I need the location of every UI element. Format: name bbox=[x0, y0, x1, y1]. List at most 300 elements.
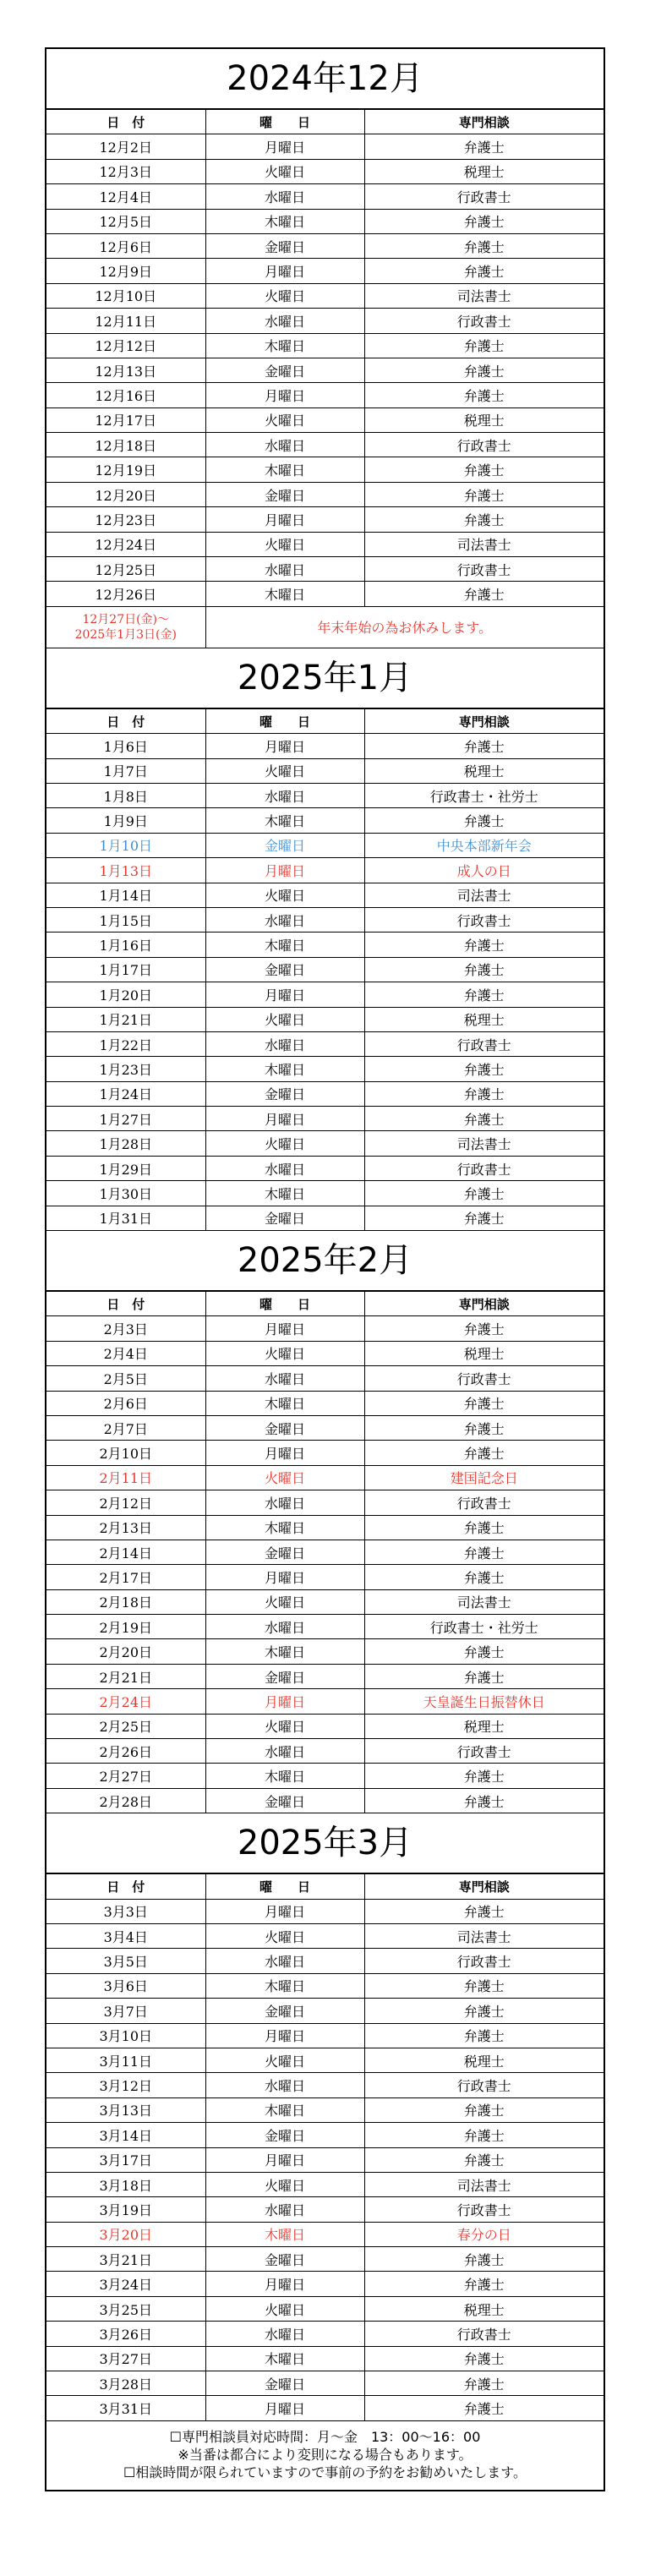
consult-cell: 司法書士 bbox=[364, 1589, 604, 1614]
consult-cell: 弁護士 bbox=[364, 957, 604, 982]
hours-note: ☐専門相談員対応時間：月～金 13：00～16：00 bbox=[169, 2428, 481, 2445]
consult-cell: 税理士 bbox=[364, 159, 604, 183]
table-row bbox=[46, 2396, 604, 2420]
consult-cell: 税理士 bbox=[364, 1007, 604, 1031]
consult-cell: 行政書士・社労士 bbox=[364, 783, 604, 807]
weekday-cell: 水曜日 bbox=[205, 1739, 364, 1764]
weekday-cell: 金曜日 bbox=[205, 1664, 364, 1688]
weekday-cell: 月曜日 bbox=[205, 2272, 364, 2296]
consult-column-header: 専門相談 bbox=[364, 708, 604, 733]
consult-cell: 弁護士 bbox=[364, 1057, 604, 1081]
table-row bbox=[46, 833, 604, 857]
table-row bbox=[46, 2296, 604, 2321]
weekday-cell: 月曜日 bbox=[205, 507, 364, 532]
table-row bbox=[46, 532, 604, 556]
weekday-cell: 金曜日 bbox=[205, 1206, 364, 1230]
date-cell: 3月28日 bbox=[46, 2371, 205, 2396]
date-cell: 2月19日 bbox=[46, 1615, 205, 1639]
weekday-cell: 木曜日 bbox=[205, 1973, 364, 1998]
date-cell: 12月25日 bbox=[46, 557, 205, 582]
weekday-cell: 木曜日 bbox=[205, 457, 364, 482]
date-cell: 12月13日 bbox=[46, 358, 205, 382]
date-cell: 1月29日 bbox=[46, 1156, 205, 1180]
date-cell: 3月7日 bbox=[46, 1999, 205, 2023]
table-row bbox=[46, 433, 604, 457]
table-row bbox=[46, 1664, 604, 1688]
table-row bbox=[46, 1391, 604, 1415]
consult-cell: 行政書士 bbox=[364, 2197, 604, 2222]
table-row bbox=[46, 957, 604, 982]
weekday-column-header: 曜 日 bbox=[205, 1292, 364, 1316]
date-cell: 2月25日 bbox=[46, 1714, 205, 1738]
weekday-cell: 木曜日 bbox=[205, 808, 364, 833]
weekday-cell: 火曜日 bbox=[205, 2048, 364, 2072]
date-cell: 12月11日 bbox=[46, 309, 205, 333]
table-row bbox=[46, 407, 604, 432]
weekday-cell: 月曜日 bbox=[205, 383, 364, 407]
weekday-cell: 月曜日 bbox=[205, 2147, 364, 2172]
month-title: 2024年12月 bbox=[46, 49, 604, 109]
weekday-cell: 木曜日 bbox=[205, 1764, 364, 1788]
consult-cell: 弁護士 bbox=[364, 2023, 604, 2048]
consult-cell: 行政書士 bbox=[364, 2322, 604, 2346]
weekday-cell: 火曜日 bbox=[205, 1465, 364, 1490]
weekday-column-header: 曜 日 bbox=[205, 708, 364, 733]
table-row bbox=[46, 1081, 604, 1106]
weekday-cell: 月曜日 bbox=[205, 1899, 364, 1923]
consult-cell: 行政書士 bbox=[364, 184, 604, 209]
weekday-cell: 水曜日 bbox=[205, 557, 364, 582]
table-row bbox=[46, 2222, 604, 2246]
consult-cell: 税理士 bbox=[364, 1341, 604, 1365]
weekday-cell: 木曜日 bbox=[205, 1639, 364, 1664]
date-cell: 2月5日 bbox=[46, 1366, 205, 1391]
consult-cell: 司法書士 bbox=[364, 2172, 604, 2196]
table-row bbox=[46, 2048, 604, 2072]
weekday-cell: 水曜日 bbox=[205, 309, 364, 333]
table-row bbox=[46, 2371, 604, 2396]
weekday-cell: 月曜日 bbox=[205, 1565, 364, 1589]
date-cell: 3月19日 bbox=[46, 2197, 205, 2222]
weekday-cell: 水曜日 bbox=[205, 1949, 364, 1973]
table-row bbox=[46, 1316, 604, 1341]
year-end-closure-row bbox=[46, 606, 604, 648]
date-column-header: 日 付 bbox=[46, 110, 205, 134]
weekday-cell: 木曜日 bbox=[205, 1181, 364, 1206]
table-row bbox=[46, 2272, 604, 2296]
date-cell: 12月23日 bbox=[46, 507, 205, 532]
date-cell: 1月30日 bbox=[46, 1181, 205, 1206]
consult-cell: 弁護士 bbox=[364, 1973, 604, 1998]
weekday-cell: 月曜日 bbox=[205, 2023, 364, 2048]
schedule-table bbox=[46, 109, 604, 648]
weekday-cell: 金曜日 bbox=[205, 957, 364, 982]
weekday-cell: 月曜日 bbox=[205, 1107, 364, 1131]
table-row bbox=[46, 1788, 604, 1813]
weekday-cell: 火曜日 bbox=[205, 1924, 364, 1949]
closure-start: 12月27日(金)～ bbox=[82, 612, 170, 626]
date-cell: 2月20日 bbox=[46, 1639, 205, 1664]
consult-cell: 行政書士 bbox=[364, 1366, 604, 1391]
date-cell: 3月4日 bbox=[46, 1924, 205, 1949]
date-cell: 1月14日 bbox=[46, 883, 205, 907]
table-row bbox=[46, 1465, 604, 1490]
table-row bbox=[46, 1107, 604, 1131]
consult-cell: 税理士 bbox=[364, 758, 604, 783]
consult-cell: 成人の日 bbox=[364, 858, 604, 883]
weekday-cell: 火曜日 bbox=[205, 1131, 364, 1156]
weekday-cell: 金曜日 bbox=[205, 482, 364, 506]
schedule-table bbox=[46, 1873, 604, 2420]
consult-cell: 弁護士 bbox=[364, 1081, 604, 1106]
date-cell: 12月19日 bbox=[46, 457, 205, 482]
consult-cell: 弁護士 bbox=[364, 1999, 604, 2023]
weekday-cell: 木曜日 bbox=[205, 2222, 364, 2246]
consult-cell: 弁護士 bbox=[364, 2371, 604, 2396]
date-cell: 1月16日 bbox=[46, 933, 205, 957]
consult-cell: 弁護士 bbox=[364, 333, 604, 358]
weekday-cell: 火曜日 bbox=[205, 407, 364, 432]
date-cell: 12月20日 bbox=[46, 482, 205, 506]
date-cell: 1月6日 bbox=[46, 734, 205, 758]
table-row bbox=[46, 1540, 604, 1564]
schedule-table bbox=[46, 1291, 604, 1813]
footer-notes bbox=[46, 2420, 604, 2490]
weekday-cell: 月曜日 bbox=[205, 2396, 364, 2420]
weekday-column-header: 曜 日 bbox=[205, 110, 364, 134]
consult-cell: 弁護士 bbox=[364, 2346, 604, 2371]
table-row bbox=[46, 1057, 604, 1081]
date-cell: 12月24日 bbox=[46, 532, 205, 556]
consult-cell: 弁護士 bbox=[364, 209, 604, 233]
table-row bbox=[46, 933, 604, 957]
date-cell: 12月5日 bbox=[46, 209, 205, 233]
date-cell: 12月6日 bbox=[46, 233, 205, 258]
date-cell: 3月21日 bbox=[46, 2247, 205, 2272]
weekday-cell: 火曜日 bbox=[205, 1714, 364, 1738]
consultation-schedule bbox=[45, 47, 605, 2491]
consult-cell: 弁護士 bbox=[364, 1639, 604, 1664]
consult-cell: 弁護士 bbox=[364, 808, 604, 833]
table-header-row bbox=[46, 1874, 604, 1899]
date-cell: 2月12日 bbox=[46, 1490, 205, 1515]
table-row bbox=[46, 783, 604, 807]
table-row bbox=[46, 507, 604, 532]
table-row bbox=[46, 808, 604, 833]
table-row bbox=[46, 482, 604, 506]
closure-notice: 年末年始の為お休みします。 bbox=[205, 606, 604, 648]
weekday-cell: 金曜日 bbox=[205, 1788, 364, 1813]
consult-cell: 建国記念日 bbox=[364, 1465, 604, 1490]
table-row bbox=[46, 858, 604, 883]
consult-cell: 弁護士 bbox=[364, 1316, 604, 1341]
consult-cell: 税理士 bbox=[364, 407, 604, 432]
consult-cell: 弁護士 bbox=[364, 2272, 604, 2296]
date-cell: 1月28日 bbox=[46, 1131, 205, 1156]
consult-cell: 行政書士 bbox=[364, 1031, 604, 1056]
consult-cell: 中央本部新年会 bbox=[364, 833, 604, 857]
weekday-cell: 水曜日 bbox=[205, 1366, 364, 1391]
date-cell: 3月26日 bbox=[46, 2322, 205, 2346]
weekday-cell: 火曜日 bbox=[205, 532, 364, 556]
date-cell: 3月10日 bbox=[46, 2023, 205, 2048]
consult-cell: 弁護士 bbox=[364, 1540, 604, 1564]
table-row bbox=[46, 1415, 604, 1440]
weekday-cell: 木曜日 bbox=[205, 1391, 364, 1415]
closure-dates bbox=[46, 606, 205, 648]
table-row bbox=[46, 2097, 604, 2122]
consult-cell: 行政書士 bbox=[364, 907, 604, 932]
date-cell: 3月25日 bbox=[46, 2296, 205, 2321]
weekday-cell: 水曜日 bbox=[205, 2073, 364, 2097]
date-cell: 12月12日 bbox=[46, 333, 205, 358]
weekday-cell: 水曜日 bbox=[205, 2322, 364, 2346]
consult-cell: 弁護士 bbox=[364, 2396, 604, 2420]
month-title: 2025年3月 bbox=[46, 1813, 604, 1873]
table-row bbox=[46, 134, 604, 159]
date-cell: 3月17日 bbox=[46, 2147, 205, 2172]
weekday-cell: 月曜日 bbox=[205, 259, 364, 283]
date-cell: 2月11日 bbox=[46, 1465, 205, 1490]
weekday-cell: 金曜日 bbox=[205, 233, 364, 258]
table-row bbox=[46, 159, 604, 183]
month-section bbox=[46, 49, 604, 648]
weekday-cell: 木曜日 bbox=[205, 582, 364, 606]
weekday-cell: 月曜日 bbox=[205, 858, 364, 883]
consult-cell: 弁護士 bbox=[364, 933, 604, 957]
consult-cell: 行政書士 bbox=[364, 1490, 604, 1515]
month-section bbox=[46, 1813, 604, 2420]
weekday-cell: 金曜日 bbox=[205, 358, 364, 382]
weekday-cell: 火曜日 bbox=[205, 1341, 364, 1365]
consult-cell: 弁護士 bbox=[364, 507, 604, 532]
consult-cell: 弁護士 bbox=[364, 2097, 604, 2122]
table-row bbox=[46, 1999, 604, 2023]
date-cell: 12月9日 bbox=[46, 259, 205, 283]
weekday-cell: 火曜日 bbox=[205, 1007, 364, 1031]
date-cell: 3月6日 bbox=[46, 1973, 205, 1998]
rotation-note: ※当番は都合により変則になる場合もあります。 bbox=[178, 2446, 472, 2463]
table-row bbox=[46, 1973, 604, 1998]
table-row bbox=[46, 2123, 604, 2147]
weekday-cell: 木曜日 bbox=[205, 209, 364, 233]
table-header-row bbox=[46, 1292, 604, 1316]
weekday-cell: 水曜日 bbox=[205, 2197, 364, 2222]
weekday-cell: 火曜日 bbox=[205, 2296, 364, 2321]
date-cell: 3月27日 bbox=[46, 2346, 205, 2371]
date-cell: 3月11日 bbox=[46, 2048, 205, 2072]
consult-cell: 弁護士 bbox=[364, 1391, 604, 1415]
consult-cell: 司法書士 bbox=[364, 883, 604, 907]
consult-cell: 弁護士 bbox=[364, 358, 604, 382]
date-cell: 1月9日 bbox=[46, 808, 205, 833]
date-cell: 12月2日 bbox=[46, 134, 205, 159]
date-cell: 2月21日 bbox=[46, 1664, 205, 1688]
consult-cell: 弁護士 bbox=[364, 1788, 604, 1813]
table-row bbox=[46, 1689, 604, 1714]
consult-cell: 弁護士 bbox=[364, 1764, 604, 1788]
consult-cell: 弁護士 bbox=[364, 1107, 604, 1131]
date-cell: 12月3日 bbox=[46, 159, 205, 183]
consult-cell: 司法書士 bbox=[364, 532, 604, 556]
consult-cell: 弁護士 bbox=[364, 1899, 604, 1923]
consult-cell: 行政書士 bbox=[364, 1949, 604, 1973]
date-cell: 1月20日 bbox=[46, 982, 205, 1007]
table-row bbox=[46, 1589, 604, 1614]
date-cell: 3月5日 bbox=[46, 1949, 205, 1973]
weekday-cell: 金曜日 bbox=[205, 2123, 364, 2147]
date-cell: 1月27日 bbox=[46, 1107, 205, 1131]
consult-cell: 弁護士 bbox=[364, 482, 604, 506]
date-cell: 3月31日 bbox=[46, 2396, 205, 2420]
consult-cell: 司法書士 bbox=[364, 1924, 604, 1949]
date-cell: 2月26日 bbox=[46, 1739, 205, 1764]
date-column-header: 日 付 bbox=[46, 1874, 205, 1899]
date-cell: 2月14日 bbox=[46, 1540, 205, 1564]
date-column-header: 日 付 bbox=[46, 708, 205, 733]
consult-cell: 行政書士 bbox=[364, 1739, 604, 1764]
weekday-cell: 水曜日 bbox=[205, 783, 364, 807]
weekday-cell: 金曜日 bbox=[205, 2371, 364, 2396]
consult-cell: 弁護士 bbox=[364, 982, 604, 1007]
table-row bbox=[46, 907, 604, 932]
consult-column-header: 専門相談 bbox=[364, 1292, 604, 1316]
table-row bbox=[46, 2346, 604, 2371]
closure-end: 2025年1月3日(金) bbox=[74, 627, 177, 642]
table-row bbox=[46, 2322, 604, 2346]
weekday-cell: 金曜日 bbox=[205, 2247, 364, 2272]
weekday-cell: 金曜日 bbox=[205, 1415, 364, 1440]
weekday-cell: 水曜日 bbox=[205, 433, 364, 457]
table-row bbox=[46, 184, 604, 209]
table-row bbox=[46, 209, 604, 233]
date-cell: 1月10日 bbox=[46, 833, 205, 857]
table-row bbox=[46, 1899, 604, 1923]
consult-cell: 弁護士 bbox=[364, 1181, 604, 1206]
consult-cell: 行政書士・社労士 bbox=[364, 1615, 604, 1639]
consult-cell: 弁護士 bbox=[364, 2147, 604, 2172]
date-cell: 1月21日 bbox=[46, 1007, 205, 1031]
consult-column-header: 専門相談 bbox=[364, 110, 604, 134]
consult-cell: 司法書士 bbox=[364, 283, 604, 308]
date-cell: 12月18日 bbox=[46, 433, 205, 457]
date-cell: 1月24日 bbox=[46, 1081, 205, 1106]
weekday-cell: 火曜日 bbox=[205, 883, 364, 907]
consult-cell: 弁護士 bbox=[364, 259, 604, 283]
consult-cell: 行政書士 bbox=[364, 2073, 604, 2097]
date-column-header: 日 付 bbox=[46, 1292, 205, 1316]
table-row bbox=[46, 1714, 604, 1738]
weekday-cell: 木曜日 bbox=[205, 933, 364, 957]
weekday-cell: 火曜日 bbox=[205, 2172, 364, 2196]
table-row bbox=[46, 1206, 604, 1230]
month-title: 2025年2月 bbox=[46, 1230, 604, 1291]
consult-cell: 弁護士 bbox=[364, 1415, 604, 1440]
table-row bbox=[46, 2073, 604, 2097]
table-row bbox=[46, 309, 604, 333]
date-cell: 12月10日 bbox=[46, 283, 205, 308]
date-cell: 3月20日 bbox=[46, 2222, 205, 2246]
month-section bbox=[46, 648, 604, 1230]
consult-cell: 税理士 bbox=[364, 2048, 604, 2072]
table-row bbox=[46, 333, 604, 358]
table-row bbox=[46, 557, 604, 582]
consult-cell: 天皇誕生日振替休日 bbox=[364, 1689, 604, 1714]
consult-cell: 弁護士 bbox=[364, 2123, 604, 2147]
table-header-row bbox=[46, 708, 604, 733]
table-row bbox=[46, 383, 604, 407]
date-cell: 3月14日 bbox=[46, 2123, 205, 2147]
weekday-cell: 月曜日 bbox=[205, 982, 364, 1007]
weekday-cell: 火曜日 bbox=[205, 1589, 364, 1614]
weekday-cell: 金曜日 bbox=[205, 1999, 364, 2023]
weekday-cell: 木曜日 bbox=[205, 2097, 364, 2122]
table-row bbox=[46, 1156, 604, 1180]
weekday-cell: 火曜日 bbox=[205, 758, 364, 783]
weekday-cell: 金曜日 bbox=[205, 833, 364, 857]
date-cell: 3月3日 bbox=[46, 1899, 205, 1923]
consult-cell: 弁護士 bbox=[364, 1664, 604, 1688]
weekday-cell: 水曜日 bbox=[205, 907, 364, 932]
consult-cell: 弁護士 bbox=[364, 1206, 604, 1230]
date-cell: 2月17日 bbox=[46, 1565, 205, 1589]
weekday-cell: 月曜日 bbox=[205, 1316, 364, 1341]
date-cell: 3月24日 bbox=[46, 2272, 205, 2296]
table-row bbox=[46, 1441, 604, 1465]
table-row bbox=[46, 1366, 604, 1391]
date-cell: 1月23日 bbox=[46, 1057, 205, 1081]
weekday-cell: 木曜日 bbox=[205, 1515, 364, 1540]
table-row bbox=[46, 2023, 604, 2048]
consult-cell: 弁護士 bbox=[364, 1565, 604, 1589]
table-row bbox=[46, 758, 604, 783]
weekday-cell: 水曜日 bbox=[205, 1031, 364, 1056]
table-row bbox=[46, 283, 604, 308]
date-cell: 12月16日 bbox=[46, 383, 205, 407]
weekday-column-header: 曜 日 bbox=[205, 1874, 364, 1899]
table-row bbox=[46, 1515, 604, 1540]
date-cell: 2月27日 bbox=[46, 1764, 205, 1788]
table-row bbox=[46, 734, 604, 758]
table-row bbox=[46, 883, 604, 907]
weekday-cell: 水曜日 bbox=[205, 184, 364, 209]
table-row bbox=[46, 1341, 604, 1365]
weekday-cell: 水曜日 bbox=[205, 1490, 364, 1515]
date-cell: 12月26日 bbox=[46, 582, 205, 606]
weekday-cell: 月曜日 bbox=[205, 734, 364, 758]
consult-cell: 弁護士 bbox=[364, 383, 604, 407]
table-row bbox=[46, 358, 604, 382]
consult-cell: 弁護士 bbox=[364, 457, 604, 482]
table-row bbox=[46, 1490, 604, 1515]
consult-cell: 弁護士 bbox=[364, 734, 604, 758]
date-cell: 2月4日 bbox=[46, 1341, 205, 1365]
table-row bbox=[46, 457, 604, 482]
table-row bbox=[46, 2147, 604, 2172]
consult-cell: 行政書士 bbox=[364, 1156, 604, 1180]
table-row bbox=[46, 1131, 604, 1156]
weekday-cell: 月曜日 bbox=[205, 1441, 364, 1465]
consult-cell: 弁護士 bbox=[364, 1515, 604, 1540]
consult-cell: 司法書士 bbox=[364, 1131, 604, 1156]
weekday-cell: 水曜日 bbox=[205, 1156, 364, 1180]
weekday-cell: 木曜日 bbox=[205, 1057, 364, 1081]
weekday-cell: 月曜日 bbox=[205, 1689, 364, 1714]
table-row bbox=[46, 1007, 604, 1031]
date-cell: 1月7日 bbox=[46, 758, 205, 783]
consult-cell: 行政書士 bbox=[364, 433, 604, 457]
consult-cell: 弁護士 bbox=[364, 134, 604, 159]
